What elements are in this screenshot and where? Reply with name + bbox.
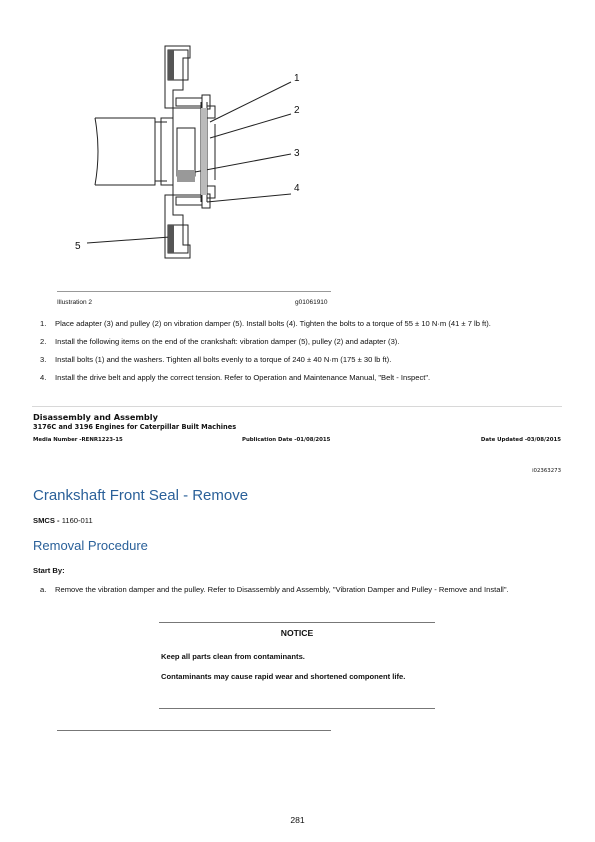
illustration-code: g01061910 xyxy=(295,299,328,306)
notice-title: NOTICE xyxy=(280,628,314,638)
page-number: 281 xyxy=(290,815,305,825)
section-divider xyxy=(32,406,562,407)
smcs-value: 1160-011 xyxy=(61,516,93,525)
list-item xyxy=(40,319,550,329)
document-subtitle: 3176C and 3196 Engines for Caterpillar Built Machines xyxy=(33,423,237,431)
step-number: 3. xyxy=(40,355,47,364)
step-text: Install the drive belt and apply the correct tension. Refer to Operation and Maintenance Manual, "Belt - Inspect". xyxy=(55,373,431,382)
notice-bottom-rule xyxy=(159,708,435,709)
date-updated: Date Updated -03/08/2015 xyxy=(480,437,561,443)
illustration-caption: Illustration 2 xyxy=(57,299,93,306)
vibration-damper-illustration xyxy=(55,40,345,290)
end-divider xyxy=(57,730,331,731)
notice-top-rule xyxy=(159,622,435,623)
install-step-list xyxy=(40,319,550,391)
publication-date: Publication Date -01/08/2015 xyxy=(242,437,331,443)
list-item xyxy=(40,355,550,365)
notice-text: Contaminants may cause rapid wear and shortened component life. xyxy=(161,672,406,681)
callout-3: 3 xyxy=(294,148,300,159)
section-heading: Removal Procedure xyxy=(33,538,148,553)
step-text: Install the following items on the end of the crankshaft: vibration damper (5), pulley (2) and adapter (3). xyxy=(55,337,400,346)
callout-1: 1 xyxy=(294,73,300,84)
callout-2: 2 xyxy=(294,105,300,116)
step-letter: a. xyxy=(40,585,47,594)
list-item xyxy=(40,585,552,595)
smcs-code xyxy=(33,516,93,525)
step-number: 2. xyxy=(40,337,47,346)
smcs-label: SMCS - xyxy=(33,516,62,525)
step-number: 1. xyxy=(40,319,47,328)
callout-4: 4 xyxy=(294,183,300,194)
list-item xyxy=(40,337,550,347)
page-title: Crankshaft Front Seal - Remove xyxy=(33,487,249,504)
document-id: i02363273 xyxy=(532,468,561,474)
step-text: Place adapter (3) and pulley (2) on vibration damper (5). Install bolts (4). Tighten the bolts to a torque of 55 ± 10 N·m (41 ± 7 lb ft). xyxy=(55,319,491,328)
document-title: Disassembly and Assembly xyxy=(33,412,158,422)
start-by-label: Start By: xyxy=(33,566,65,575)
caption-divider xyxy=(57,291,331,292)
callout-5: 5 xyxy=(75,241,81,252)
notice-text: Keep all parts clean from contaminants. xyxy=(161,652,305,661)
step-text: Install bolts (1) and the washers. Tighten all bolts evenly to a torque of 240 ± 40 N·m (175 ± 30 lb ft). xyxy=(55,355,392,364)
step-text: Remove the vibration damper and the pulley. Refer to Disassembly and Assembly, "Vibration Damper and Pulley - Remove and Install". xyxy=(55,585,509,594)
step-number: 4. xyxy=(40,373,47,382)
list-item xyxy=(40,373,550,383)
media-number: Media Number -RENR1223-15 xyxy=(33,437,123,443)
